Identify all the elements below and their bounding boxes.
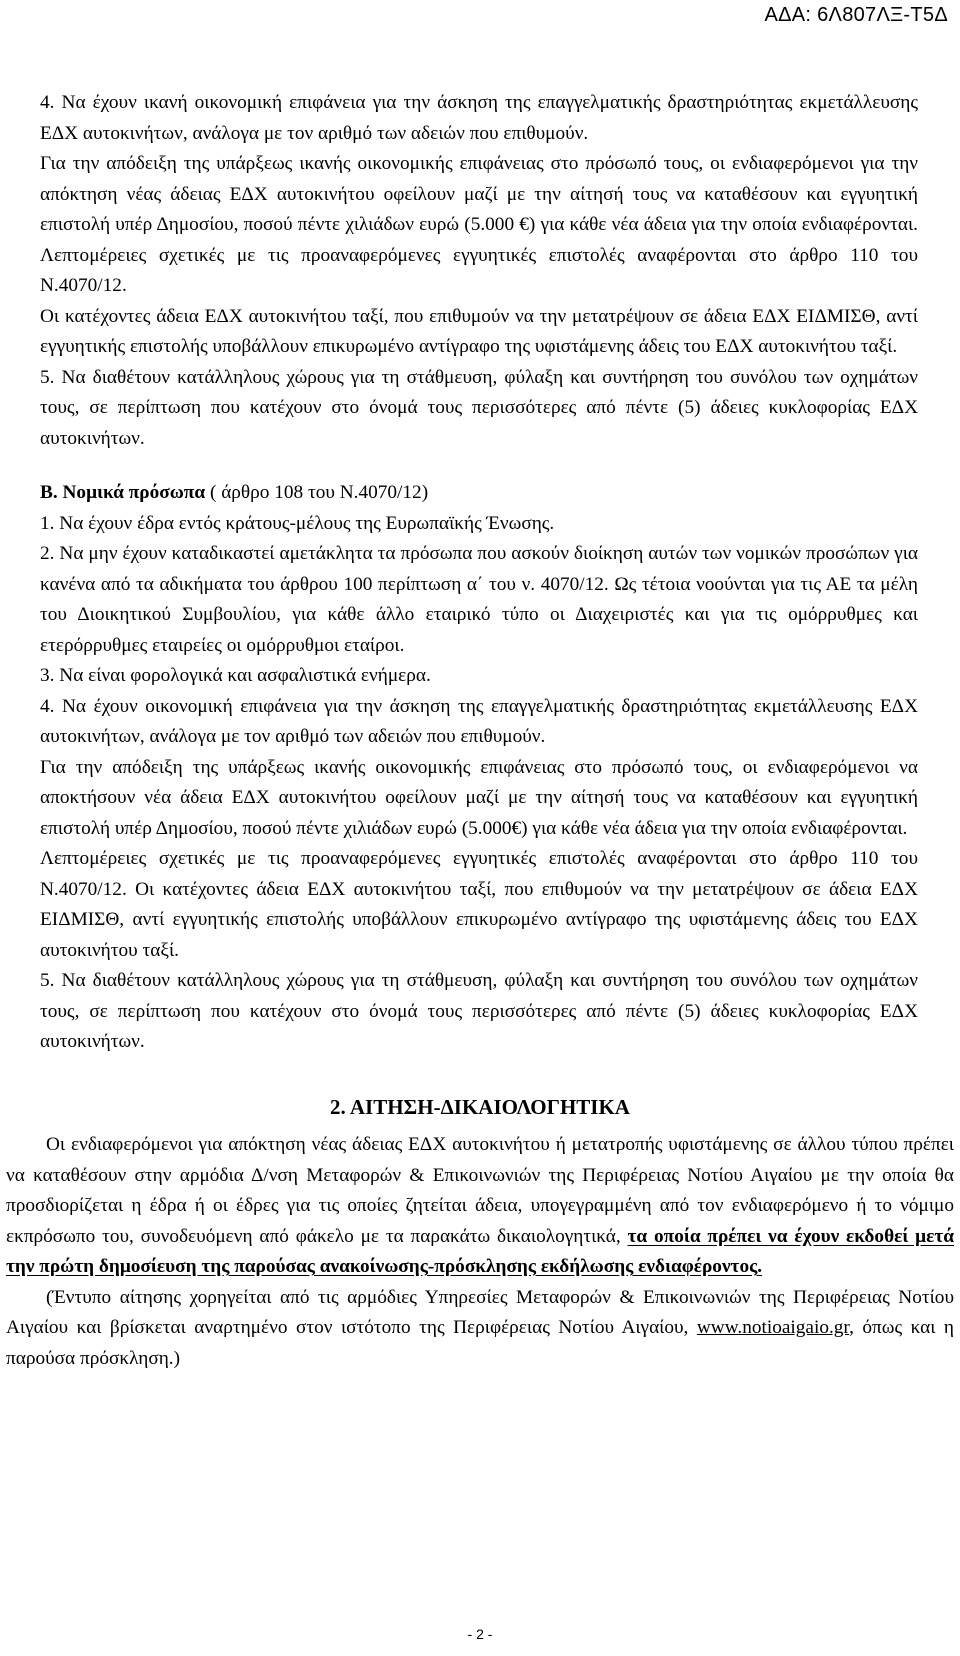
website-link[interactable]: www.notioaigaio.gr [696,1317,850,1338]
section-a-item-4-proof: Για την απόδειξη της υπάρξεως ικανής οικονομικής επιφάνειας στο πρόσωπό τους, οι ενδιαφερόμενοι για την απόκτηση νέας άδειας ΕΔΧ αυτοκινήτου οφείλουν μαζί με την αίτησή τους να καταθέσουν και εγγυητική επιστολή υπέρ Δημοσίου, ποσού πέντε χιλιάδων ευρώ (5.000 €) για κάθε νέα άδεια για την οποία ενδιαφέρονται. Λεπτομέρειες σχετικές με τις προαναφερόμενες εγγυητικές επιστολές αναφέρονται στο άρθρο 110 του Ν.4070/12. [40,153,918,296]
section-b-item-1: 1. Να έχουν έδρα εντός κράτους-μέλους της Ευρωπαϊκής Ένωσης. [40,512,555,534]
section-b-title-bold: Β. Νομικά πρόσωπα [40,482,206,503]
section-b-item-4-proof: Για την απόδειξη της υπάρξεως ικανής οικονομικής επιφάνειας στο πρόσωπό τους, οι ενδιαφερόμενοι να αποκτήσουν νέα άδεια ΕΔΧ αυτοκινήτου οφείλουν μαζί με την αίτησή τους να καταθέσουν και εγγυητική επιστολή υπέρ Δημοσίου, ποσού πέντε χιλιάδων ευρώ (5.000€) για κάθε νέα άδεια για την οποία ενδιαφέρονται. [40,756,918,839]
page-number: - 2 - [467,1626,493,1642]
section-a-item-4: 4. Να έχουν ικανή οικονομική επιφάνεια για την άσκηση της επαγγελματικής δραστηριότητας εκμετάλλευσης ΕΔΧ αυτοκινήτων, ανάλογα με τον αριθμό των αδειών που επιθυμούν. [40,92,918,144]
section-b-title-ref: ( άρθρο 108 του Ν.4070/12) [205,482,429,503]
section-2-heading: 2. ΑΙΤΗΣΗ-ΔΙΚΑΙΟΛΟΓΗΤΙΚΑ [330,1094,630,1119]
section-b-item-4: 4. Να έχουν οικονομική επιφάνεια για την άσκηση της επαγγελματικής δραστηριότητας εκμετάλλευσης ΕΔΧ αυτοκινήτων, ανάλογα με τον αριθμό των αδειών που επιθυμούν. [40,695,918,747]
section-2-paragraph-2 [0,1283,960,1375]
ada-code: ΑΔΑ: 6Λ807ΛΞ-Τ5Δ [764,4,948,26]
section-2-paragraph-1 [0,1130,960,1283]
section-2-paragraph-1-emphasis: τα οποία πρέπει να έχουν εκδοθεί μετά την πρώτη δημοσίευση της παρούσας ανακοίνωσης-πρόσκλησης εκδήλωσης ενδιαφέροντος. [6,1225,954,1277]
section-b-item-2: 2. Να μην έχουν καταδικαστεί αμετάκλητα τα πρόσωπα που ασκούν διοίκηση αυτών των νομικών προσώπων για κανένα από τα αδικήματα του άρθρου 100 περίπτωση α΄ του ν. 4070/12. Ως τέτοια νοούνται για τις ΑΕ τα μέλη του Διοικητικού Συμβουλίου, για κάθε άλλο εταιρικό τύπο οι Διαχειριστές και για τις ομόρρυθμες και ετερόρρυθμες εταιρείες οι ομόρρυθμοι εταίροι. [40,543,918,656]
section-b-title [0,478,960,509]
section-b-item-3: 3. Να είναι φορολογικά και ασφαλιστικά ενήμερα. [40,665,431,686]
section-a-item-4-holders: Οι κατέχοντες άδεια ΕΔΧ αυτοκινήτου ταξί, που επιθυμούν να την μετατρέψουν σε άδεια ΕΔΧ ΕΙΔΜΙΣΘ, αντί εγγυητικής επιστολής υποβάλλουν επικυρωμένο αντίγραφο της υφιστάμενης άδεις του ΕΔΧ αυτοκινήτου ταξί. [40,305,918,357]
section-2-paragraph-2-text: (Έντυπο αίτησης χορηγείται από τις αρμόδιες Υπηρεσίες Μεταφορών & Επικοινωνιών της Περιφέρειας Νοτίου Αιγαίου και βρίσκεται αναρτημένο στον ιστότοπο της Περιφέρειας Νοτίου Αιγαίου, [6,1286,954,1338]
section-b-item-4-details: Λεπτομέρειες σχετικές με τις προαναφερόμενες εγγυητικές επιστολές αναφέρονται στο άρθρο 110 του Ν.4070/12. Οι κατέχοντες άδεια ΕΔΧ αυτοκινήτου ταξί, που επιθυμούν να την μετατρέψουν σε άδεια ΕΔΧ ΕΙΔΜΙΣΘ, αντί εγγυητικής επιστολής υποβάλλουν επικυρωμένο αντίγραφο της υφιστάμενης άδεις του ΕΔΧ αυτοκινήτου ταξί. [40,848,918,961]
section-b-item-5: 5. Να διαθέτουν κατάλληλους χώρους για τη στάθμευση, φύλαξη και συντήρηση του συνόλου των οχημάτων τους, σε περίπτωση που κατέχουν στο όνομά τους περισσότερες από πέντε (5) άδειες κυκλοφορίας ΕΔΧ αυτοκινήτων. [40,970,918,1052]
section-2-paragraph-2-end: , όπως και η παρούσα πρόσκληση.) [6,1317,954,1369]
section-a-item-5: 5. Να διαθέτουν κατάλληλους χώρους για τη στάθμευση, φύλαξη και συντήρηση του συνόλου των οχημάτων τους, σε περίπτωση που κατέχουν στο όνομά τους περισσότερες από πέντε (5) άδειες κυκλοφορίας ΕΔΧ αυτοκινήτων. [40,366,918,449]
section-2-paragraph-1-text: Οι ενδιαφερόμενοι για απόκτηση νέας άδειας ΕΔΧ αυτοκινήτου ή μετατροπής υφιστάμενης σε άλλου τύπου πρέπει να καταθέσουν στην αρμόδια Δ/νση Μεταφορών & Επικοινωνιών της Περιφέρειας Νοτίου Αιγαίου με την οποία θα προσδιορίζεται η έδρα ή οι έδρες για τις οποίες ζητείται άδεια, υπογεγραμμένη από τον ενδιαφερόμενο ή το νόμιμο εκπρόσωπο του, συνοδευόμενη από φάκελο με τα παρακάτω δικαιολογητικά, [6,1134,954,1247]
